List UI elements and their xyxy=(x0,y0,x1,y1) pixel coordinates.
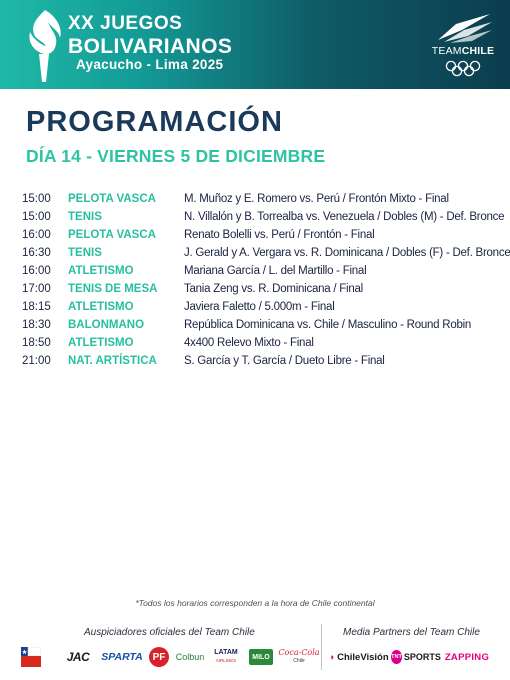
schedule-row xyxy=(22,280,502,298)
schedule-time: 18:30 xyxy=(22,319,51,331)
schedule-detail: M. Muñoz y E. Romero vs. Perú / Frontón Mixto - Final xyxy=(184,193,449,205)
schedule-detail: Javiera Faletto / 5.000m - Final xyxy=(184,301,335,313)
schedule-row xyxy=(22,244,510,262)
event-title-line1: XX JUEGOS xyxy=(68,13,183,34)
schedule-detail: S. García y T. García / Dueto Libre - Final xyxy=(184,355,385,367)
coca-cola-wordmark: Coca-Cola xyxy=(278,648,320,657)
event-title-line2: BOLIVARIANOS xyxy=(68,35,233,58)
schedule-time: 17:00 xyxy=(22,283,51,295)
schedule-sport: TENIS DE MESA xyxy=(68,283,158,295)
milo-badge: MILO xyxy=(249,649,273,665)
footer-divider xyxy=(321,624,322,670)
chilevision-icon: ◗ xyxy=(329,651,336,663)
schedule-sport: PELOTA VASCA xyxy=(68,193,156,205)
schedule-detail: J. Gerald y A. Vergara vs. R. Dominicana / Dobles (F) - Def. Bronce xyxy=(184,247,510,259)
torch-logo-icon xyxy=(24,8,64,84)
schedule-time: 18:50 xyxy=(22,337,51,349)
schedule-time: 18:15 xyxy=(22,301,51,313)
schedule-sport: TENIS xyxy=(68,211,102,223)
team-chile-logo xyxy=(428,10,498,82)
chilevision-wordmark: ChileVisión xyxy=(337,651,389,663)
tnt-badge: TNT xyxy=(391,650,402,664)
schedule-detail: República Dominicana vs. Chile / Masculino - Round Robin xyxy=(184,319,472,331)
sponsors-label: Auspiciadores oficiales del Team Chile xyxy=(84,627,255,638)
schedule-row xyxy=(22,316,502,334)
schedule-sport: ATLETISMO xyxy=(68,265,134,277)
schedule-time: 16:30 xyxy=(22,247,51,259)
schedule-sport: NAT. ARTÍSTICA xyxy=(68,355,157,367)
schedule-detail: 4x400 Relevo Mixto - Final xyxy=(184,337,314,349)
tnt-sports-text: SPORTS xyxy=(403,652,441,662)
schedule-sport: ATLETISMO xyxy=(68,301,134,313)
page-title: PROGRAMACIÓN xyxy=(26,106,283,138)
timezone-footnote: *Todos los horarios corresponden a la hora de Chile continental xyxy=(135,598,375,608)
pf-badge: PF xyxy=(149,647,169,667)
schedule-time: 15:00 xyxy=(22,211,51,223)
latam-airlines-text: AIRLINES xyxy=(215,658,237,663)
colbun-logo: Colbun xyxy=(175,652,205,662)
schedule-time: 15:00 xyxy=(22,193,51,205)
pf-logo xyxy=(146,646,172,668)
chilevision-logo xyxy=(330,646,388,668)
team-chile-wave-icon xyxy=(428,10,498,44)
jac-logo: JAC xyxy=(66,650,90,664)
schedule-row xyxy=(22,334,502,352)
chile-government-logo xyxy=(20,646,42,668)
schedule-row xyxy=(22,226,502,244)
schedule-time: 16:00 xyxy=(22,265,51,277)
zapping-logo: ZAPPING xyxy=(444,651,490,663)
schedule-sport: TENIS xyxy=(68,247,102,259)
schedule-sport: BALONMANO xyxy=(68,319,145,331)
schedule-detail: Tania Zeng vs. R. Dominicana / Final xyxy=(184,283,363,295)
sparta-logo: SPARTA xyxy=(101,651,143,663)
schedule-sport: ATLETISMO xyxy=(68,337,134,349)
chile-government-shield-icon xyxy=(21,647,41,667)
schedule-row xyxy=(22,262,502,280)
schedule-row xyxy=(22,190,502,208)
coca-cola-chile-logo xyxy=(278,646,320,668)
schedule-time: 21:00 xyxy=(22,355,51,367)
sponsor-logos xyxy=(20,646,320,668)
schedule-detail: N. Villalón y B. Torrealba vs. Venezuela / Dobles (M) - Def. Bronce xyxy=(184,211,505,223)
schedule-detail: Renato Bolelli vs. Perú / Frontón - Final xyxy=(184,229,375,241)
schedule-time: 16:00 xyxy=(22,229,51,241)
latam-logo xyxy=(208,646,244,668)
header-banner xyxy=(0,0,510,89)
schedule-detail: Mariana García / L. del Martillo - Final xyxy=(184,265,367,277)
page-subtitle: DÍA 14 - VIERNES 5 DE DICIEMBRE xyxy=(26,146,326,166)
milo-logo xyxy=(248,646,274,668)
schedule-row xyxy=(22,298,502,316)
latam-wordmark: LATAM xyxy=(214,649,238,656)
event-subtitle: Ayacucho - Lima 2025 xyxy=(76,57,224,72)
schedule-list xyxy=(22,190,510,370)
schedule-sport: PELOTA VASCA xyxy=(68,229,156,241)
schedule-row xyxy=(22,208,505,226)
team-chile-wordmark: TEAMCHILE xyxy=(431,45,495,57)
media-partner-logos xyxy=(330,646,500,668)
schedule-row xyxy=(22,352,502,370)
media-partners-label: Media Partners del Team Chile xyxy=(343,627,480,638)
tnt-sports-logo xyxy=(392,646,440,668)
olympic-rings-icon xyxy=(445,60,481,78)
coca-cola-chile-text: Chile xyxy=(293,658,305,664)
